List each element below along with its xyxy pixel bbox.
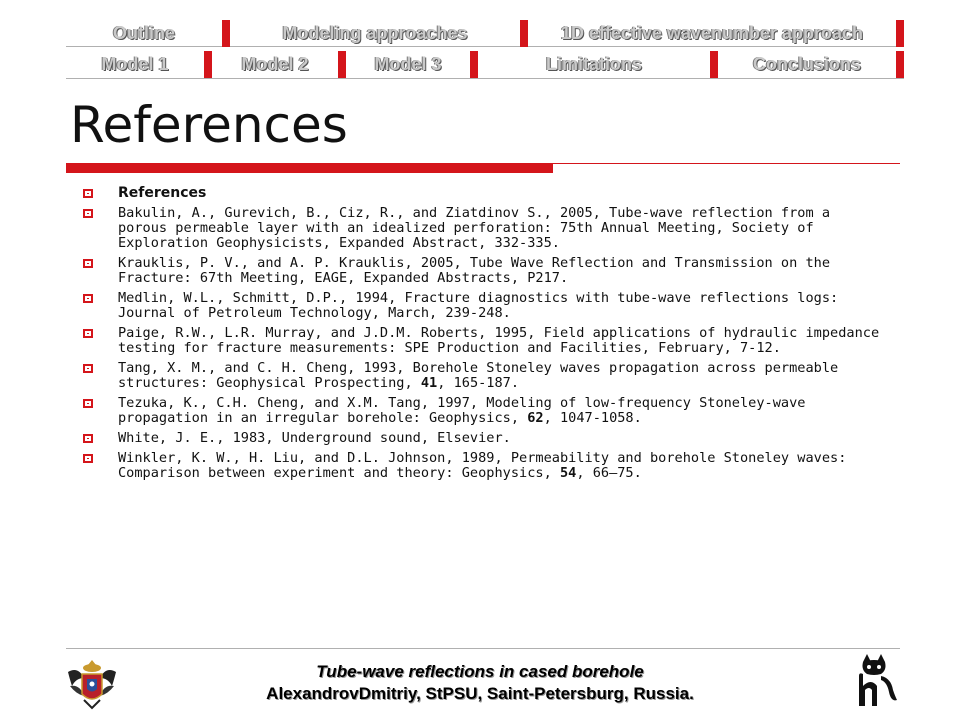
square-bullet-icon xyxy=(83,189,93,198)
nav-1d-effective-wavenumber[interactable]: 1D effective wavenumber approach xyxy=(560,23,864,43)
square-bullet-icon xyxy=(83,294,93,303)
nav-modeling-approaches[interactable]: Modeling approaches xyxy=(282,23,468,43)
reference-item: White, J. E., 1983, Underground sound, Elsevier. xyxy=(80,431,880,446)
nav-divider-2 xyxy=(66,78,904,79)
nav-model-2[interactable]: Model 2 xyxy=(241,54,309,74)
reference-item: Winkler, K. W., H. Liu, and D.L. Johnson, 1989, Permeability and borehole Stoneley waves: Comparison between experiment and theory: Geophysics, 54, 66–75. xyxy=(80,451,880,481)
reference-item: Tezuka, K., C.H. Cheng, and X.M. Tang, 1997, Modeling of low-frequency Stoneley-wave propagation in an irregular borehole: Geophysics, 62, 1047-1058. xyxy=(80,396,880,426)
reference-item: Bakulin, A., Gurevich, B., Ciz, R., and Ziatdinov S., 2005, Tube-wave reflection from a porous permeable layer with an idealized perforation: 75th Annual Meeting, Society of Exploration Geophysicists, Expanded Abstract, 332-335. xyxy=(80,206,880,251)
reference-item: Medlin, W.L., Schmitt, D.P., 1994, Fracture diagnostics with tube-wave reflections logs: Journal of Petroleum Technology, March, 239-248. xyxy=(80,291,880,321)
square-bullet-icon xyxy=(83,209,93,218)
square-bullet-icon xyxy=(83,399,93,408)
cat-logo-icon xyxy=(851,652,901,708)
nav-separator xyxy=(338,51,346,78)
nav-separator xyxy=(896,51,904,78)
square-bullet-icon xyxy=(83,329,93,338)
nav-divider-1 xyxy=(66,46,904,47)
nav-model-1[interactable]: Model 1 xyxy=(101,54,169,74)
nav-separator xyxy=(470,51,478,78)
nav-limitations[interactable]: Limitations xyxy=(545,54,642,74)
footer-presentation-title: Tube-wave reflections in cased borehole xyxy=(316,662,644,681)
volume-number: 41 xyxy=(420,375,438,391)
square-bullet-icon xyxy=(83,364,93,373)
reference-list xyxy=(80,186,880,486)
nav-outline[interactable]: Outline xyxy=(113,23,175,43)
square-bullet-icon xyxy=(83,434,93,443)
square-bullet-icon xyxy=(83,454,93,463)
university-crest-icon xyxy=(64,656,120,710)
square-bullet-icon xyxy=(83,259,93,268)
page-title: References xyxy=(70,96,348,154)
nav-separator xyxy=(204,51,212,78)
volume-number: 54 xyxy=(559,465,577,481)
nav-separator xyxy=(710,51,718,78)
reference-item: Tang, X. M., and C. H. Cheng, 1993, Borehole Stoneley waves propagation across permeable structures: Geophysical Prospecting, 41, 165-187. xyxy=(80,361,880,391)
nav-separator xyxy=(896,20,904,47)
nav-model-3[interactable]: Model 3 xyxy=(374,54,442,74)
nav-separator xyxy=(222,20,230,47)
footer-divider xyxy=(66,648,900,649)
nav-conclusions[interactable]: Conclusions xyxy=(752,54,861,74)
footer-author-affiliation: AlexandrovDmitriy, StPSU, Saint-Petersburg, Russia. xyxy=(266,684,694,703)
reference-item: Krauklis, P. V., and A. P. Krauklis, 2005, Tube Wave Reflection and Transmission on the Fracture: 67th Meeting, EAGE, Expanded Abstracts, P217. xyxy=(80,256,880,286)
nav-row-sections xyxy=(66,20,904,46)
reference-item: Paige, R.W., L.R. Murray, and J.D.M. Roberts, 1995, Field applications of hydraulic impedance testing for fracture measurements: SPE Production and Facilities, February, 7-12. xyxy=(80,326,880,356)
reference-heading: References xyxy=(80,186,880,201)
volume-number: 62 xyxy=(527,410,544,426)
nav-separator xyxy=(520,20,528,47)
title-accent-bar xyxy=(66,164,553,173)
nav-row-models xyxy=(66,51,904,77)
